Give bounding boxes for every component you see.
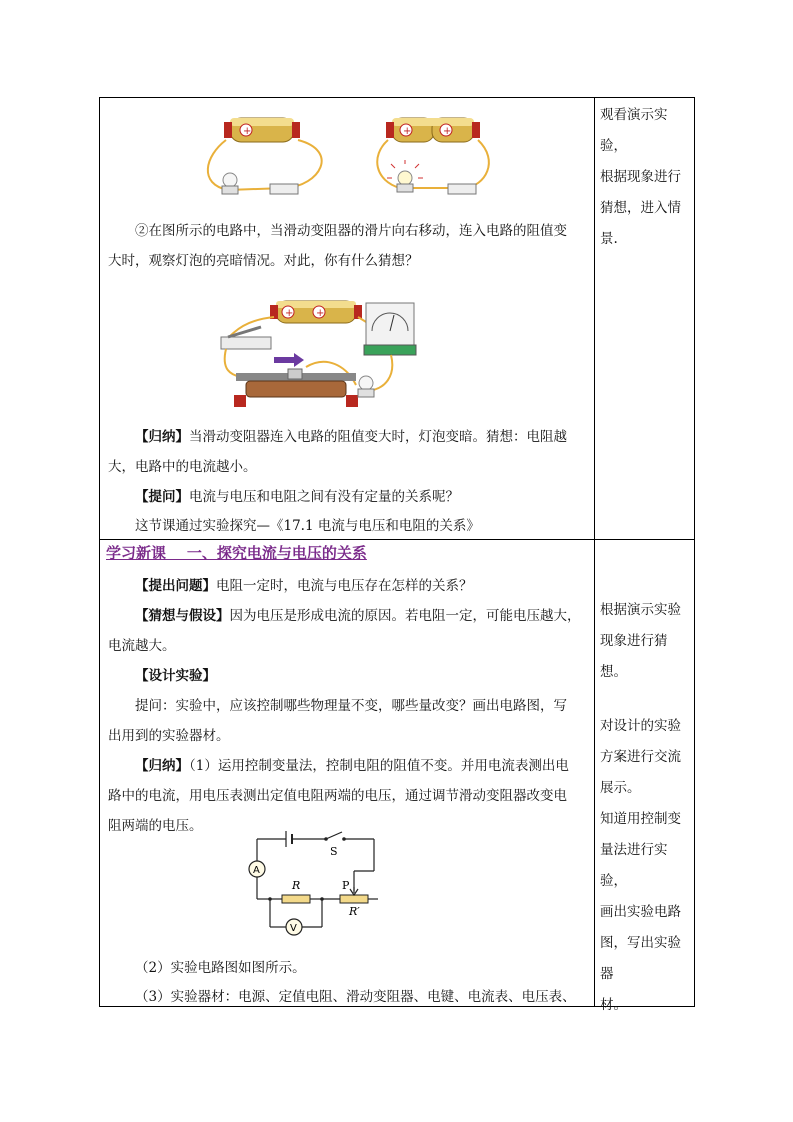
- summary-paragraph: 【归纳】当滑动变阻器连入电路的阻值变大时，灯泡变暗。猜想：电阻越 大，电路中的电流越小。: [108, 429, 567, 475]
- rheostat-label: R′: [349, 905, 360, 918]
- side-note-3: 知道用控制变 量法进行实验， 画出实验电路 图，写出实验器 材。: [600, 811, 681, 1013]
- lesson-table: [99, 97, 695, 1013]
- intro-paragraph: 这节课通过实验探究—《17.1 电流与电压和电阻的关系》: [135, 518, 480, 534]
- svg-text:+: +: [243, 126, 252, 137]
- voltmeter-label: V: [290, 923, 297, 934]
- switch-label: S: [330, 845, 338, 858]
- column-divider: [594, 98, 595, 1006]
- circuit-diagram: [246, 831, 386, 943]
- design-question: 提问：实验中，应该控制哪些物理量不变，哪些量改变？画出电路图，写 出用到的实验器材。: [108, 698, 567, 744]
- design-summary: 【归纳】（1）运用控制变量法，控制电阻的阻值不变。并用电流表测出电 路中的电流，用电压表测出定值电阻两端的电压，通过调节滑动变阻器改变电 阻两端的电压。: [108, 758, 569, 834]
- top-side-note: 观看演示实验， 根据现象进行 猜想，进入情 景.: [600, 107, 681, 247]
- circuit-one-battery: [208, 118, 322, 194]
- svg-text:+: +: [285, 308, 294, 319]
- question-paragraph: 【提问】电流与电压和电阻之间有没有定量的关系呢？: [135, 489, 459, 505]
- hypothesis: 【猜想与假设】因为电压是形成电流的原因。若电阻一定，可能电压越大， 电流越大。: [108, 608, 581, 654]
- side-note-2: 对设计的实验 方案进行交流 展示。: [600, 718, 681, 796]
- rheostat-symbol: [340, 895, 368, 903]
- figure-rheostat-circuit: [216, 295, 426, 410]
- circuit-two-batteries: [377, 118, 489, 194]
- section-heading: 学习新课 一、探究电流与电压的关系: [106, 544, 367, 562]
- item-2: （2）实验电路图如图所示。: [135, 960, 306, 976]
- item-3: （3）实验器材：电源、定值电阻、滑动变阻器、电键、电流表、电压表、: [135, 989, 576, 1005]
- design-experiment: 【设计实验】: [135, 668, 216, 684]
- ammeter-label: A: [253, 865, 260, 876]
- svg-text:+: +: [316, 308, 325, 319]
- question-raised: 【提出问题】电阻一定时，电流与电压存在怎样的关系？: [135, 578, 473, 594]
- resistor-symbol: [282, 895, 310, 903]
- slider-label: P: [342, 879, 350, 892]
- side-note-1: 根据演示实验 现象进行猜想。: [600, 602, 681, 680]
- svg-text:+: +: [443, 126, 452, 137]
- resistor-label: R: [292, 879, 301, 892]
- step2-paragraph: ②在图所示的电路中，当滑动变阻器的滑片向右移动，连入电路的阻值变 大时，观察灯泡的亮暗情况。对此，你有什么猜想？: [108, 223, 567, 269]
- svg-text:+: +: [403, 126, 412, 137]
- figure-battery-circuits: [200, 106, 500, 206]
